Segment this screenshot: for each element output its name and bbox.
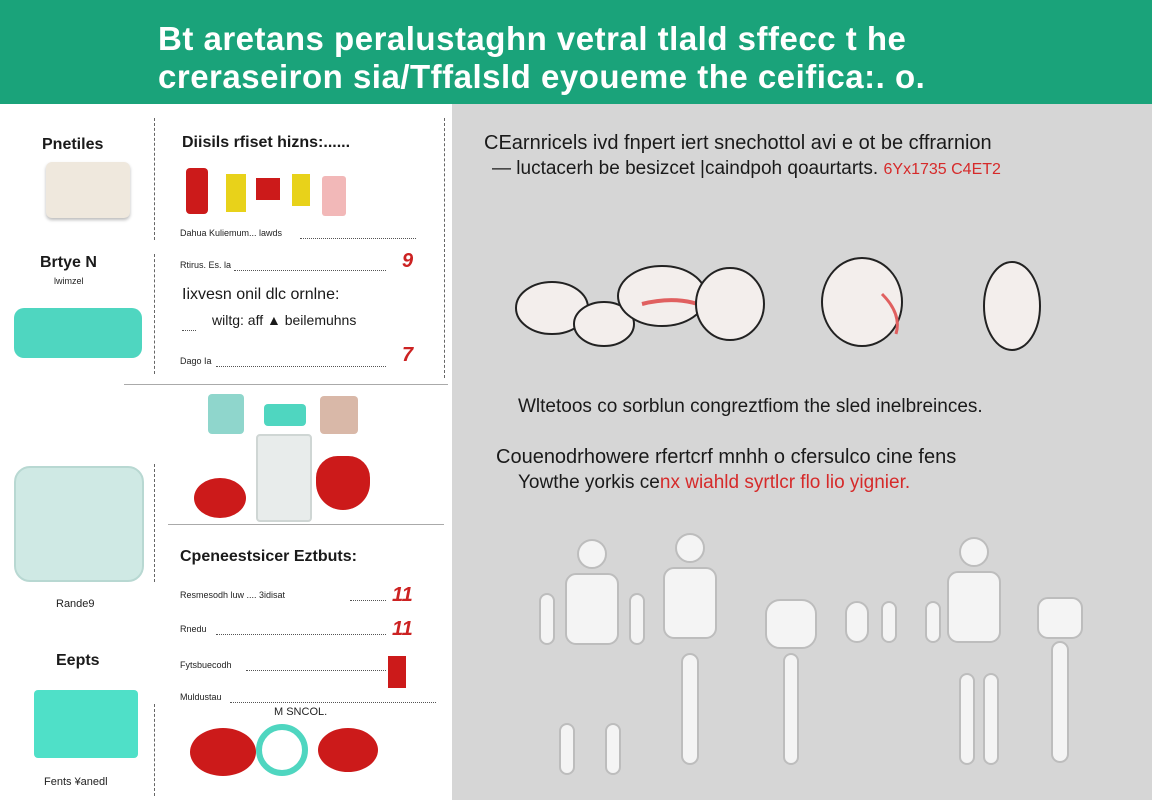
figure-limb bbox=[846, 602, 868, 642]
figure-limb bbox=[606, 724, 620, 774]
divider bbox=[154, 704, 155, 796]
paragraph-1-line-1: CEarnricels ivd fnpert iert snechottol avi e ot be cffrarnion bbox=[484, 132, 992, 154]
figure-limb bbox=[630, 594, 644, 644]
leader-dots bbox=[246, 670, 386, 671]
yellow-item-image bbox=[226, 174, 246, 212]
careers-title: Cpeneestsicer Eztbuts: bbox=[180, 548, 357, 565]
msn-label: M SNCOL. bbox=[274, 706, 328, 718]
pink-jar-image bbox=[322, 176, 346, 216]
section-divider bbox=[168, 524, 444, 525]
teal-device-image bbox=[264, 404, 306, 426]
machine-image bbox=[256, 434, 312, 522]
red-item-image bbox=[388, 656, 406, 688]
paragraph-2-red-text: nx wiahld syrtlcr flo lio yignier. bbox=[659, 472, 911, 493]
row-1-label: Dahua Kuliemum... lawds bbox=[180, 228, 283, 238]
figure-limb bbox=[784, 654, 798, 764]
red-bottle-image bbox=[186, 168, 208, 214]
figure-shape bbox=[984, 262, 1040, 350]
row-7-label: Muldustau bbox=[180, 692, 222, 702]
hands-illustration bbox=[512, 244, 1102, 354]
leader-dots bbox=[300, 238, 416, 239]
device-product-image bbox=[14, 466, 144, 582]
row-5-label: Rnedu bbox=[180, 624, 207, 634]
header-title-line-2: creraseiron sia/Tffalsld eyoueme the ceifica:. o. bbox=[158, 58, 926, 95]
paragraph-2-line-1: Couenodrhowere rfertcrf mnhh o cfersulco cine fens bbox=[496, 446, 957, 468]
products-label: Pnetiles bbox=[42, 136, 104, 153]
row-3-label: Dago Ia bbox=[180, 356, 212, 366]
figure-head bbox=[1038, 598, 1082, 638]
figure-limb bbox=[882, 602, 896, 642]
red-pillow-image bbox=[316, 456, 370, 510]
row-6-label: Fytsbuecodh bbox=[180, 660, 232, 670]
red-bag-image bbox=[194, 478, 246, 518]
leader-dots bbox=[216, 366, 386, 367]
red-cushion-image bbox=[190, 728, 256, 776]
figure-head bbox=[960, 538, 988, 566]
figure-limb bbox=[1052, 642, 1068, 762]
details-title: Diisils rfiset hizns:...... bbox=[182, 134, 351, 151]
row-4-label: Resmesodh luw .... 3idisat bbox=[180, 590, 286, 600]
paragraph-2-text: Yowthe yorkis ce bbox=[518, 472, 660, 493]
hand-shape bbox=[696, 268, 764, 340]
fents-label: Fents ¥anedl bbox=[44, 776, 108, 788]
figure-body bbox=[664, 568, 716, 638]
red-box-image bbox=[256, 178, 280, 200]
divider bbox=[154, 254, 155, 374]
teal-blocks-image bbox=[14, 308, 142, 358]
fixes-title: Iixvesn onil dlc ornlne: bbox=[182, 286, 340, 303]
figure-body bbox=[948, 572, 1000, 642]
figure-limb bbox=[560, 724, 574, 774]
pillow-product-image bbox=[46, 162, 130, 218]
leader-dots bbox=[216, 634, 386, 635]
figure-body bbox=[566, 574, 618, 644]
figure-limb bbox=[960, 674, 974, 764]
yellow-tube-image bbox=[292, 174, 310, 206]
left-panel bbox=[0, 104, 452, 800]
paragraph-1-text: — luctacerh be besizcet |caindpoh qoaurtarts. bbox=[492, 158, 879, 179]
figures-illustration bbox=[522, 524, 1122, 794]
figure-limb bbox=[682, 654, 698, 764]
leader-dots bbox=[350, 600, 386, 601]
device-icon-image bbox=[208, 394, 244, 434]
divider bbox=[444, 118, 445, 378]
box-image bbox=[320, 396, 358, 434]
divider bbox=[154, 118, 155, 240]
section-divider bbox=[124, 384, 448, 385]
figure-limb bbox=[926, 602, 940, 642]
paragraph-1-line-2 bbox=[492, 158, 1001, 180]
paragraph-2-line-2 bbox=[518, 472, 910, 494]
randeg-label: Rande9 bbox=[56, 598, 95, 610]
hand-shape bbox=[618, 266, 706, 326]
right-panel bbox=[452, 104, 1152, 800]
eepts-label: Eepts bbox=[56, 652, 100, 669]
brtye-sub-label: lwimzel bbox=[54, 276, 84, 286]
row-4-value: 11 bbox=[392, 584, 413, 606]
brtye-label: Brtye N bbox=[40, 254, 97, 271]
leader-dots bbox=[182, 330, 196, 331]
fixes-subtitle: wiltg: aff ▲ beilemuhns bbox=[212, 312, 357, 328]
paragraph-1-red-text: 6Yx1735 C4ET2 bbox=[883, 161, 1001, 178]
figure-limb bbox=[984, 674, 998, 764]
figure-head bbox=[766, 600, 816, 648]
header-banner bbox=[0, 0, 1152, 104]
row-5-value: 11 bbox=[392, 618, 413, 640]
teal-box-image bbox=[34, 690, 138, 758]
figure-head bbox=[676, 534, 704, 562]
divider bbox=[154, 464, 155, 582]
header-title-line-1: Bt aretans peralustaghn vetral tlald sffecc t he bbox=[158, 20, 907, 57]
figure-limb bbox=[540, 594, 554, 644]
red-pad-image bbox=[318, 728, 378, 772]
row-3-value: 7 bbox=[402, 344, 414, 366]
figure-head bbox=[578, 540, 606, 568]
caption-1: Wltetoos co sorblun congreztfiom the sled inelbreinces. bbox=[518, 396, 983, 417]
row-2-value: 9 bbox=[402, 250, 414, 272]
leader-dots bbox=[234, 270, 386, 271]
leader-dots bbox=[230, 702, 436, 703]
teal-ring-image bbox=[256, 724, 308, 776]
row-2-label: Rtirus. Es. la bbox=[180, 260, 232, 270]
